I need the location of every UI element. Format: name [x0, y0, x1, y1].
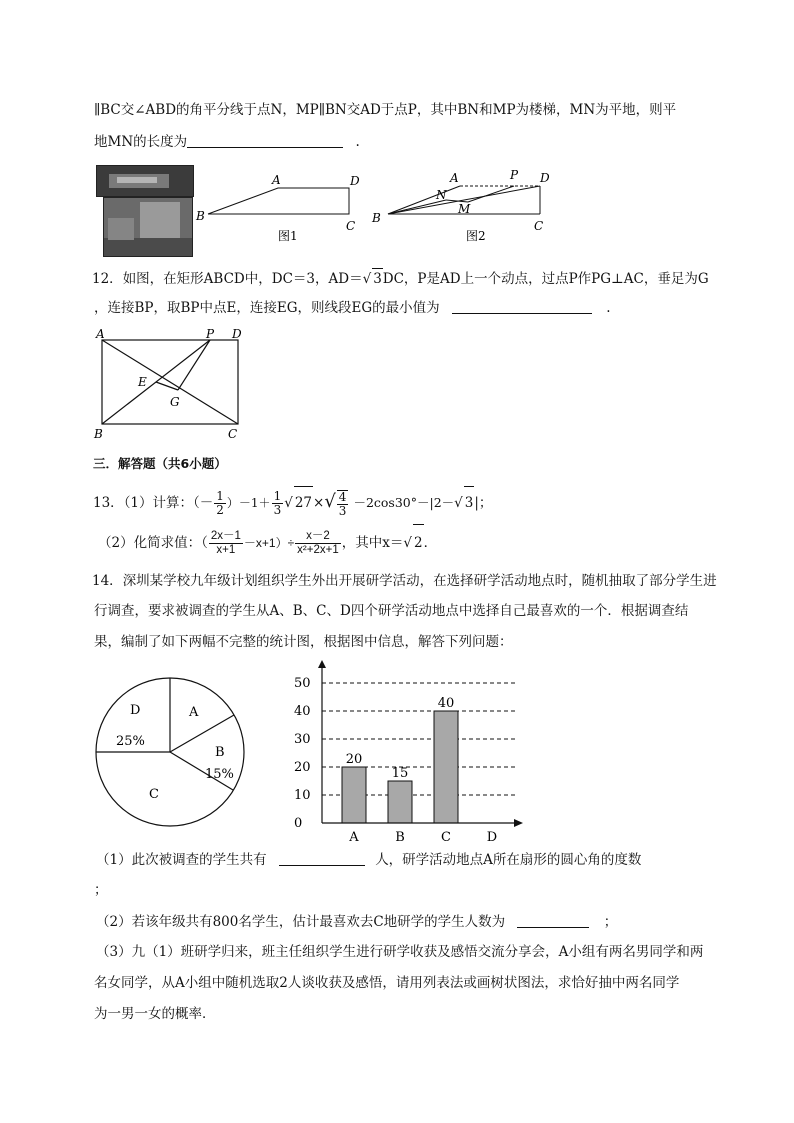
q14-sub1-blank[interactable]: [279, 851, 365, 866]
y-tick-label-50: 50: [294, 676, 311, 691]
y-tick-label-0: 0: [294, 816, 303, 831]
q12-line1-b: DC，P是AD上一个动点，过点P作PG⊥AC，垂足为G: [382, 271, 709, 287]
fig1-label-C: C: [346, 219, 356, 233]
q12-label-G: G: [170, 395, 180, 409]
q13-p1-root27: 27: [294, 486, 313, 519]
q13-p1-f1-num: 1: [216, 489, 224, 503]
q13-p1-exp: ）－1＋: [226, 496, 271, 510]
q13-p1-f1-den: 2: [216, 503, 224, 517]
q13-p2-f2-num: x－2: [295, 530, 341, 544]
q13-p2-f1-num: 2x－1: [210, 530, 241, 542]
bar-B: [388, 781, 412, 823]
q14-num: 14．: [92, 573, 123, 589]
q14-sub2-b: ；: [603, 914, 618, 930]
q13-p1-f3-num: 4: [338, 489, 347, 504]
fig2-label-M: M: [458, 202, 471, 216]
bar-x-axis-arrow: [514, 819, 523, 827]
q11-line2: [94, 132, 360, 152]
q13-p2-frac2: [295, 530, 341, 557]
q12-AC: [102, 340, 238, 424]
x-tick-label-D: D: [486, 830, 498, 845]
section3-title: 三．解答题（共6小题）: [93, 456, 227, 471]
q12-line2-text: ，连接BP，取BP中点E，连接EG，则线段EG的最小值为: [94, 300, 440, 316]
q13-p2-mid: －x+1）÷: [243, 536, 295, 550]
q12-figure: [92, 328, 252, 444]
q14-line1-text: 深圳某学校九年级计划组织学生外出开展研学活动，在选择研学活动地点时，随机抽取了部分学生进: [122, 573, 717, 589]
y-tick-label-40: 40: [294, 704, 311, 719]
q11-figure1: [194, 168, 364, 244]
q14-sub1-a: （1）此次被调查的学生共有: [96, 852, 267, 868]
q12-line1: 12．如图，在矩形ABCD中，DC＝3，AD＝√ 3DC，P是AD上一个动点，过点P作PG⊥AC，垂足为G: [92, 268, 709, 289]
photo-building-large: [103, 197, 193, 257]
bar-data-label-C: 40: [437, 696, 455, 711]
q13-p1-root3: 3: [464, 486, 475, 519]
q13-p2-root: 2: [413, 524, 424, 561]
q14-sub2-a: （2）若该年级共有800名学生，估计最喜欢去C地研学的学生人数为: [96, 914, 506, 930]
pie-label-C: C: [149, 787, 159, 802]
fig1-shape: [208, 188, 349, 214]
q13-p2-end: ．: [423, 535, 438, 551]
q14-sub1-c: ；: [94, 882, 108, 898]
q13-p2-frac1: [209, 530, 243, 557]
fig1-label-B: B: [196, 209, 205, 223]
fig2-MP: [468, 186, 514, 202]
q11-line2-text: 地MN的长度为: [94, 134, 188, 150]
q13-p2-f1-den: x+1: [216, 544, 236, 556]
q14-bar-chart: [284, 658, 534, 848]
q13-p1-end: |；: [474, 495, 493, 511]
q13-p1-frac1: [214, 490, 226, 517]
fig1-caption: 图1: [278, 229, 298, 243]
q13-p2-label: （2）化简求值：（: [98, 535, 208, 551]
pie-label-B-pct: 15%: [205, 767, 234, 782]
q14-sub3-line1: （3）九（1）班研学归来，班主任组织学生进行研学收获及感悟交流分享会，A小组有两名男同学和两: [96, 944, 704, 960]
fig2-label-D: D: [540, 171, 550, 185]
q12-label-D: D: [232, 328, 242, 341]
fig2-label-C: C: [534, 219, 544, 233]
q12-num: 12．: [92, 271, 123, 287]
q12-label-B: B: [94, 427, 103, 441]
x-tick-label-A: A: [349, 830, 359, 845]
q13-p1-f2-den: 3: [273, 503, 282, 517]
y-tick-label-30: 30: [294, 732, 311, 747]
q14-line2: 行调查，要求被调查的学生从A、B、C、D四个研学活动地点中选择自己最喜欢的一个．根据调查结: [94, 603, 689, 619]
q11-answer-blank[interactable]: [187, 133, 343, 148]
q14-sub1: [96, 850, 641, 870]
q14-pie-chart: [92, 672, 248, 832]
q12-label-C: C: [228, 427, 238, 441]
q14-sub3-line3: 为一男一女的概率．: [94, 1006, 216, 1022]
fig1-label-D: D: [350, 174, 360, 188]
q13-p1-times: ×: [313, 495, 325, 511]
q12-EG: [156, 382, 178, 390]
fig2-caption: 图2: [466, 229, 486, 243]
q11-line1: ∥BC交∠ABD的角平分线于点N，MP∥BN交AD于点P，其中BN和MP为楼梯，MN为平地，则平: [94, 102, 677, 118]
q12-line2-end: .: [606, 300, 611, 316]
bar-y-axis-arrow: [318, 660, 326, 668]
fig2-label-N: N: [436, 188, 447, 202]
q13-p1-f3-den: 3: [338, 503, 347, 518]
x-tick-label-B: B: [395, 830, 405, 845]
q12-PG: [178, 340, 210, 390]
pie-label-B: B: [215, 745, 225, 760]
pie-label-D: D: [130, 703, 141, 718]
x-tick-label-C: C: [441, 830, 451, 845]
q13-p1-f2-num: 1: [273, 489, 282, 503]
bar-A: [342, 767, 366, 823]
q13-p1-label: （1）计算：（－: [123, 495, 214, 511]
q11-line2-end: .: [355, 134, 360, 150]
pie-label-D-pct: 25%: [116, 734, 145, 749]
q13-p2-tail: ，其中x＝: [341, 535, 404, 551]
q13-num: 13．: [93, 495, 124, 511]
q14-sub3-line2: 名女同学，从A小组中随机选取2人谈收获及感悟，请用列表法或画树状图法，求恰好抽中两名同学: [94, 975, 680, 991]
fig1-label-A: A: [272, 173, 281, 187]
y-tick-label-10: 10: [294, 788, 311, 803]
q13-part1: 13．（1）计算：（－ $\frac{1}{2}$ ）－1＋ $\frac{1}{3}$ √ 27×√ $\frac{4}{3}$ －2cos30°－|2－√ 3|；: [93, 486, 492, 518]
q13-p2-f2-den: x²+2x+1: [297, 544, 339, 556]
fig2-label-B: B: [372, 211, 381, 225]
photo-building-small: [96, 165, 194, 197]
q14-sub1-b: 人，研学活动地点A所在扇形的圆心角的度数: [375, 852, 642, 868]
bar-data-label-A: 20: [345, 752, 363, 767]
q11-figure2: [368, 166, 558, 246]
q12-label-P: P: [206, 328, 215, 341]
fig2-label-A: A: [450, 171, 459, 185]
q13-part2: （2）化简求值：（ $\frac{2x-1}{x+1}$ －x+1）÷ $\frac{x-2}{\text{x²+2x+1}}$ ，其中x＝√ 2．: [98, 524, 437, 560]
bar-data-label-B: 15: [391, 766, 409, 781]
fig2-label-P: P: [510, 168, 519, 182]
pie-label-A: A: [189, 705, 199, 720]
q14-sub2-blank[interactable]: [517, 913, 589, 928]
q13-p1-frac2: [272, 490, 284, 517]
q12-line2: [94, 298, 611, 318]
q14-line1: [92, 571, 717, 591]
q13-p1-frac3: [337, 490, 349, 518]
q12-label-E: E: [138, 375, 147, 389]
q12-label-A: A: [96, 328, 105, 341]
q14-line3: 果，编制了如下两幅不完整的统计图，根据图中信息，解答下列问题：: [94, 634, 513, 650]
q12-line1-a: 如图，在矩形ABCD中，DC＝3，AD＝: [122, 271, 363, 287]
q12-sqrt3: 3: [372, 268, 383, 289]
bar-C: [434, 711, 458, 823]
q12-answer-blank[interactable]: [452, 299, 592, 314]
y-tick-label-20: 20: [294, 760, 311, 775]
q14-sub2: [96, 912, 617, 932]
q13-p1-tail: －2cos30°－|2－: [353, 495, 455, 510]
